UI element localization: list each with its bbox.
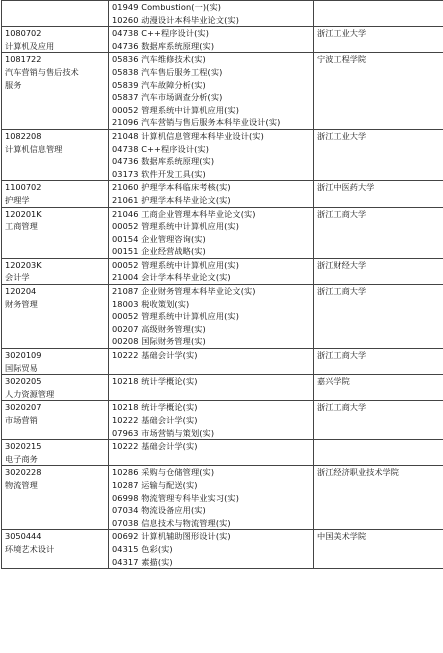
table-body: [2, 1, 443, 569]
course-item: 00207 高级财务管理(实): [112, 323, 206, 334]
table-row: [2, 181, 443, 207]
course-item: 00151 企业经营战略(实): [112, 246, 206, 257]
table-row: [2, 258, 443, 284]
school-name: 浙江工商大学: [317, 350, 367, 361]
program-code: 1100702: [5, 182, 42, 193]
table-row: [2, 1, 443, 27]
school-name: 浙江工业大学: [317, 28, 367, 39]
course-item: 01949 Combustion(一)(实): [112, 2, 222, 12]
course-item: 05839 汽车故障分析(实): [112, 79, 206, 90]
school-name: 浙江工商大学: [317, 286, 367, 297]
course-item: 05837 汽车市场调查分析(实): [112, 92, 223, 103]
courses-cell: [109, 27, 314, 53]
program-name: 会计学: [5, 272, 30, 283]
courses-cell: [109, 53, 314, 130]
course-item: 04738 C++程序设计(实): [112, 28, 210, 39]
courses-cell: [109, 258, 314, 284]
school-cell: [314, 129, 443, 180]
course-item: 10222 基础会计学(实): [112, 350, 198, 361]
program-cell: [2, 375, 109, 401]
course-item: 21060 护理学本科临床考核(实): [112, 182, 231, 193]
course-item: 10222 基础会计学(实): [112, 415, 198, 425]
school-cell: [314, 53, 443, 130]
course-item: 18003 税收策划(实): [112, 298, 190, 309]
table-row: [2, 27, 443, 53]
program-name: 国际贸易: [5, 362, 38, 373]
course-item: 21048 计算机信息管理本科毕业设计(实): [112, 130, 264, 141]
program-code: 1082208: [5, 130, 42, 141]
table-row: [2, 440, 443, 466]
course-item: 21004 会计学本科毕业论文(实): [112, 272, 231, 283]
program-name: 人力资源管理: [5, 388, 55, 399]
course-item: 00154 企业管理咨询(实): [112, 233, 206, 244]
courses-cell: [109, 129, 314, 180]
program-code: 1081722: [5, 54, 42, 65]
table-row: [2, 530, 443, 569]
course-item: 00692 计算机辅助图形设计(实): [112, 531, 231, 542]
school-cell: [314, 530, 443, 569]
school-name: 浙江工业大学: [317, 130, 367, 141]
school-cell: [314, 440, 443, 466]
courses-cell: [109, 181, 314, 207]
program-cell: [2, 129, 109, 180]
school-name: 宁波工程学院: [317, 54, 367, 65]
courses-cell: [109, 375, 314, 401]
course-item: 21087 企业财务管理本科毕业论文(实): [112, 286, 256, 297]
program-cell: [2, 349, 109, 375]
program-name: 护理学: [5, 194, 30, 205]
course-item: 10222 基础会计学(实): [112, 441, 198, 452]
course-item: 03173 软件开发工具(实): [112, 168, 206, 179]
school-name: 中国美术学院: [317, 531, 367, 542]
program-cell: [2, 1, 109, 27]
school-name: [317, 440, 443, 453]
program-code: 3020109: [5, 350, 42, 361]
program-cell: [2, 466, 109, 530]
course-item: 07038 信息技术与物流管理(实): [112, 517, 231, 528]
courses-cell: [109, 401, 314, 440]
program-code: 120204: [5, 286, 37, 297]
program-name: 财务管理: [5, 298, 38, 309]
table-row: [2, 53, 443, 130]
course-item: 00208 国际财务管理(实): [112, 336, 206, 347]
program-code: 1080702: [5, 28, 42, 39]
program-code: 3020207: [5, 402, 42, 413]
program-cell: [2, 285, 109, 349]
school-cell: [314, 375, 443, 401]
exam-course-table: [1, 0, 443, 569]
school-cell: [314, 1, 443, 27]
school-cell: [314, 466, 443, 530]
course-item: 10286 采购与仓储管理(实): [112, 467, 215, 478]
table-row: [2, 349, 443, 375]
program-code: 3020228: [5, 467, 42, 478]
school-name: 浙江经济职业技术学院: [317, 467, 399, 478]
program-cell: [2, 181, 109, 207]
school-cell: [314, 181, 443, 207]
course-item: 05838 汽车售后服务工程(实): [112, 66, 223, 77]
courses-cell: [109, 285, 314, 349]
table-row: [2, 285, 443, 349]
course-item: 10218 统计学概论(实): [112, 402, 198, 413]
school-cell: [314, 258, 443, 284]
school-name: 浙江工商大学: [317, 208, 367, 219]
program-name: 物流管理: [5, 479, 38, 490]
program-name: 服务: [5, 79, 22, 90]
program-name: 计算机及应用: [5, 40, 55, 51]
course-item: 04736 数据库系统原理(实): [112, 40, 215, 51]
program-cell: [2, 53, 109, 130]
courses-cell: [109, 440, 314, 466]
course-item: 04315 色彩(实): [112, 543, 173, 554]
program-name: 汽车营销与售后技术: [5, 66, 79, 77]
table-row: [2, 129, 443, 180]
course-item: 21046 工商企业管理本科毕业论文(实): [112, 208, 256, 219]
table-row: [2, 375, 443, 401]
course-item: 07034 物流设备应用(实): [112, 505, 206, 516]
course-item: 07963 市场营销与策划(实): [112, 427, 215, 438]
course-item: 04317 素描(实): [112, 556, 173, 567]
school-name: 浙江中医药大学: [317, 182, 375, 193]
program-cell: [2, 530, 109, 569]
program-cell: [2, 440, 109, 466]
program-cell: [2, 258, 109, 284]
course-item: 21096 汽车营销与售后服务本科毕业设计(实): [112, 117, 281, 128]
program-cell: [2, 401, 109, 440]
course-item: 04738 C++程序设计(实): [112, 143, 210, 154]
program-code: 120203K: [5, 259, 42, 270]
program-code: 3050444: [5, 531, 42, 542]
program-name: 市场营销: [5, 415, 38, 425]
school-name: 嘉兴学院: [317, 376, 350, 387]
course-item: 05836 汽车维修技术(实): [112, 54, 206, 65]
school-name: [317, 1, 443, 14]
course-item: 10287 运输与配送(实): [112, 479, 198, 490]
course-item: 00052 管理系统中计算机应用(实): [112, 259, 239, 270]
school-cell: [314, 401, 443, 440]
course-item: 00052 管理系统中计算机应用(实): [112, 221, 239, 232]
course-item: 10218 统计学概论(实): [112, 376, 198, 387]
school-cell: [314, 27, 443, 53]
program-code: 3020215: [5, 441, 42, 452]
school-cell: [314, 285, 443, 349]
program-name: 电子商务: [5, 453, 38, 464]
school-name: 浙江财经大学: [317, 259, 367, 270]
program-name: 计算机信息管理: [5, 143, 63, 154]
table-row: [2, 207, 443, 258]
course-item: 06998 物流管理专科毕业实习(实): [112, 492, 239, 503]
table-row: [2, 466, 443, 530]
program-code: 3020205: [5, 376, 42, 387]
course-item: 00052 管理系统中计算机应用(实): [112, 311, 239, 322]
program-code: 120201K: [5, 208, 42, 219]
courses-cell: [109, 466, 314, 530]
courses-cell: [109, 207, 314, 258]
table-row: [2, 401, 443, 440]
program-name: 工商管理: [5, 221, 38, 232]
course-item: 10260 动漫设计本科毕业论文(实): [112, 14, 239, 25]
courses-cell: [109, 349, 314, 375]
school-name: 浙江工商大学: [317, 402, 367, 413]
program-cell: [2, 27, 109, 53]
program-name: 环境艺术设计: [5, 543, 55, 554]
courses-cell: [109, 1, 314, 27]
school-cell: [314, 349, 443, 375]
course-item: 04736 数据库系统原理(实): [112, 156, 215, 167]
course-item: 21061 护理学本科毕业论文(实): [112, 194, 231, 205]
course-item: 00052 管理系统中计算机应用(实): [112, 104, 239, 115]
school-cell: [314, 207, 443, 258]
program-cell: [2, 207, 109, 258]
courses-cell: [109, 530, 314, 569]
